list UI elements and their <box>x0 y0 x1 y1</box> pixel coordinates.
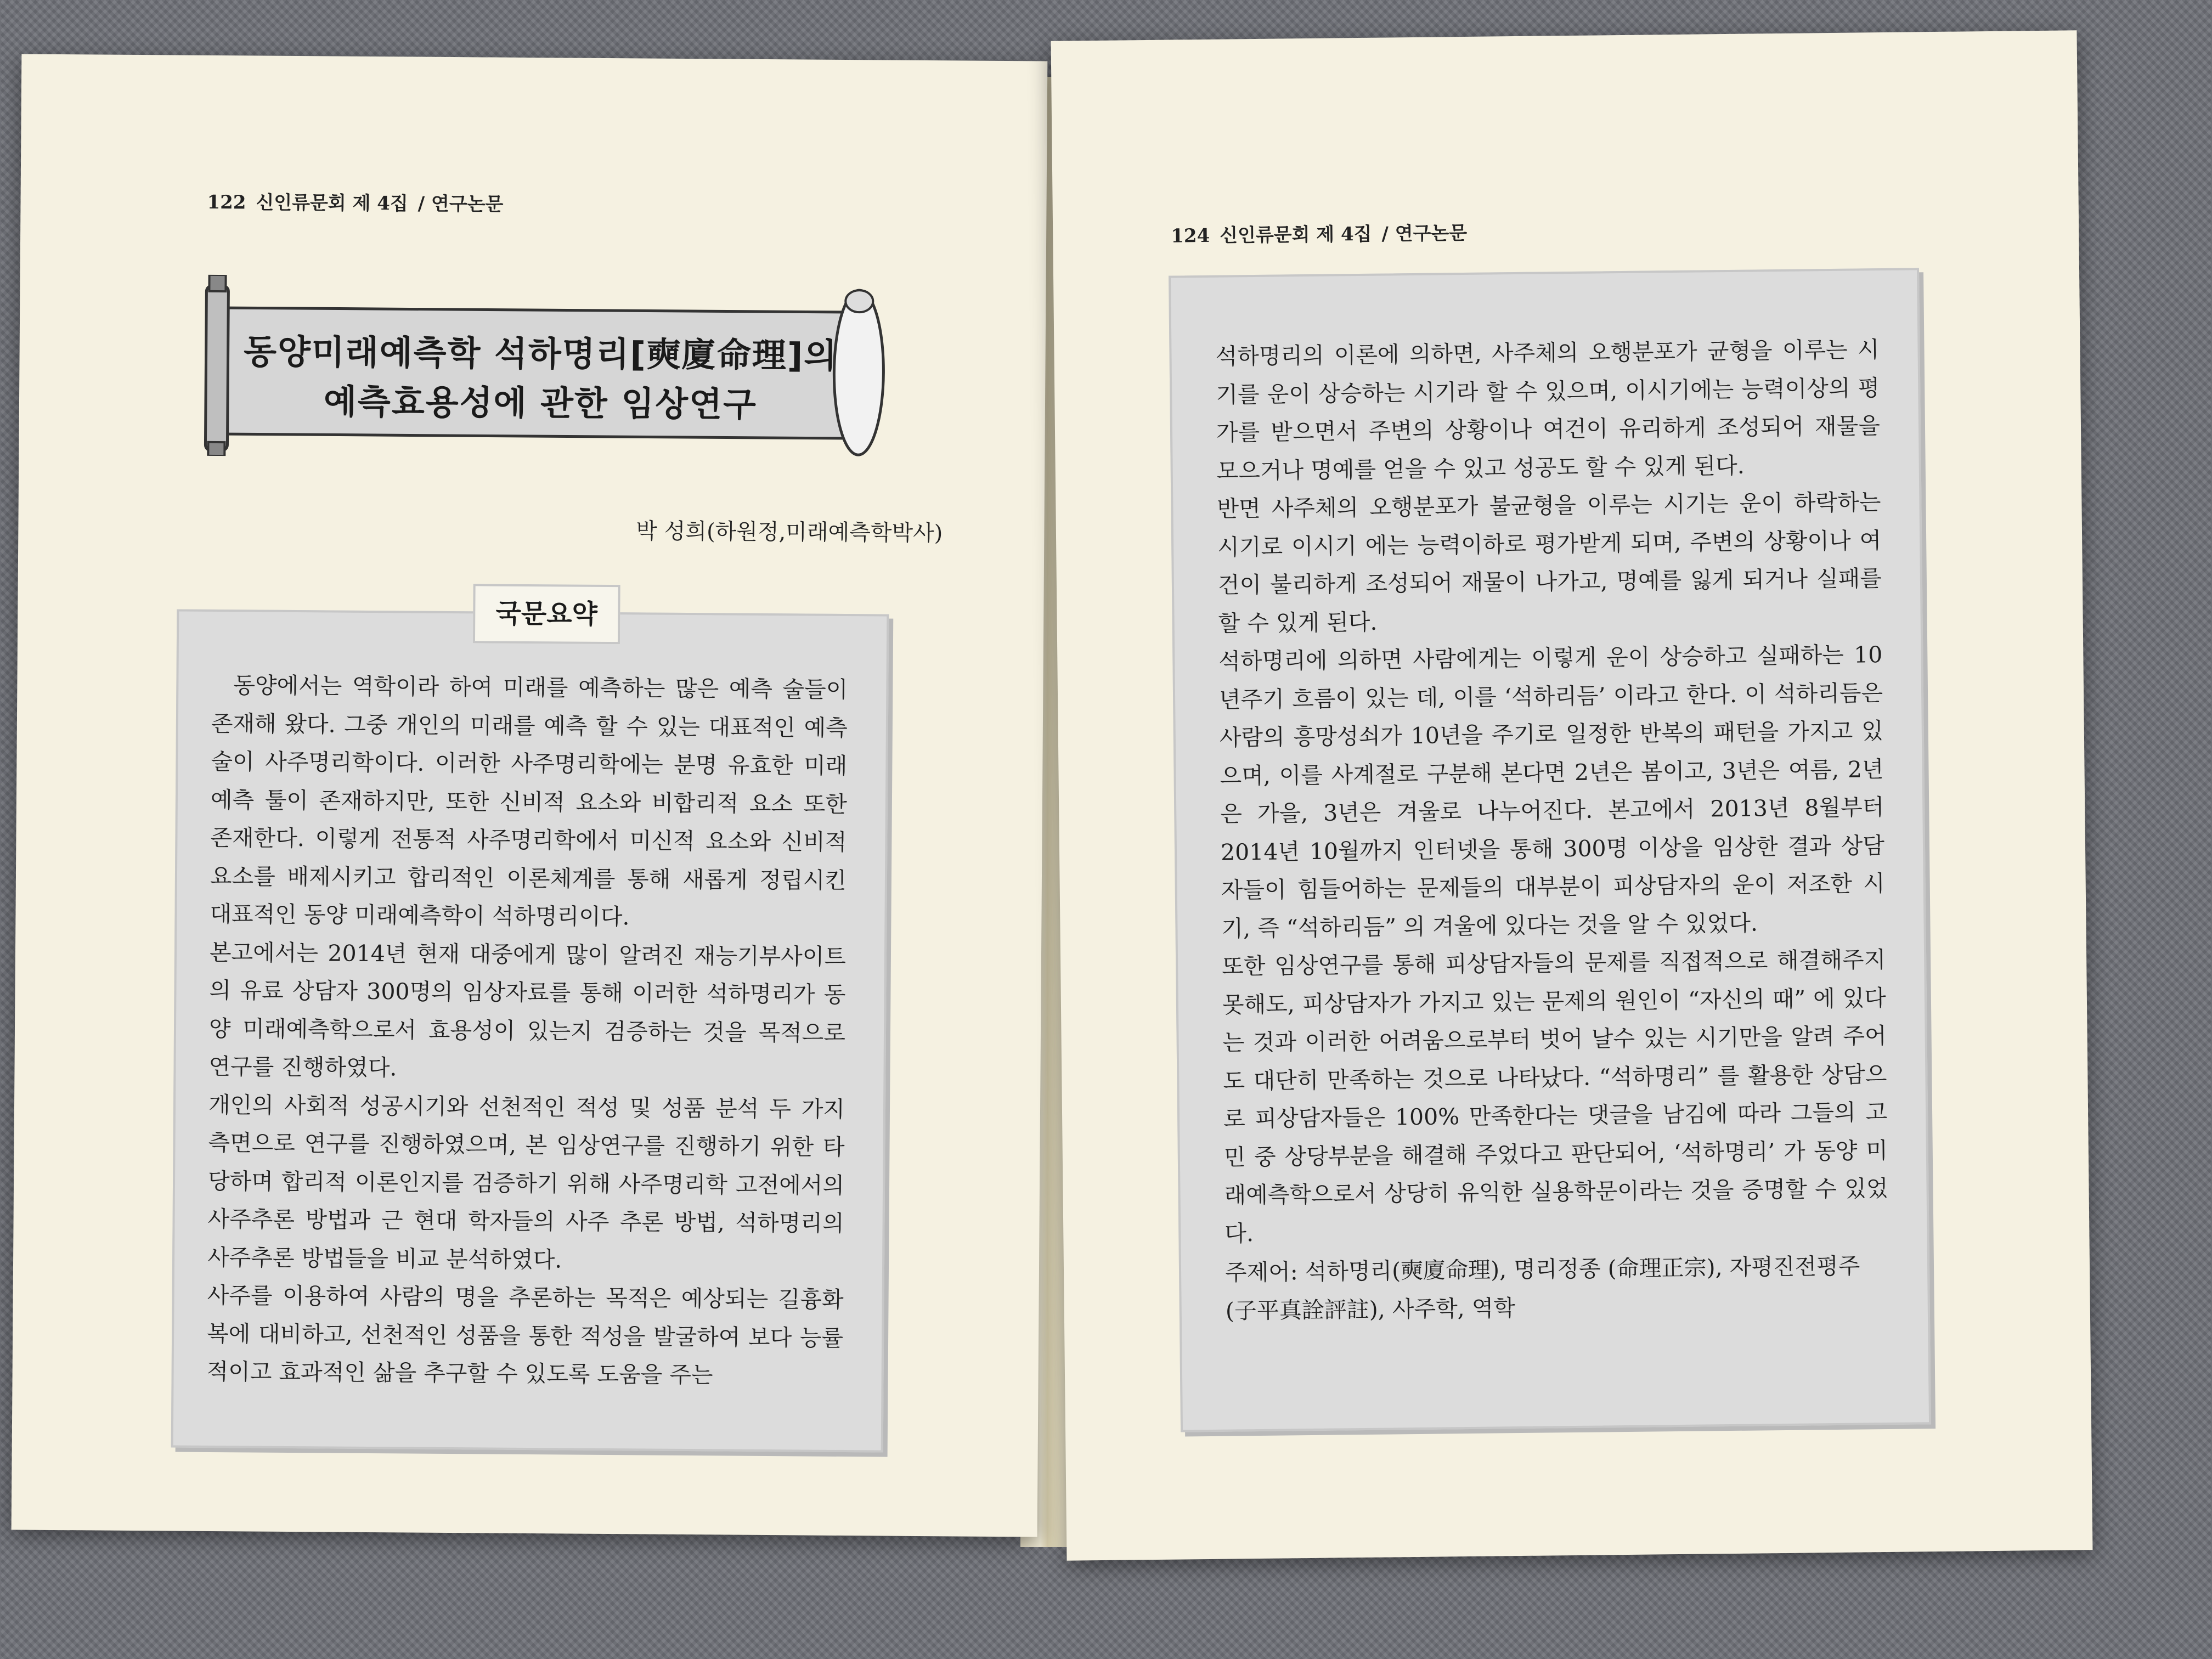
abstract-paragraph-5: 석하명리의 이론에 의하면, 사주체의 오행분포가 균형을 이루는 시기를 운이 상승하는 시기라 할 수 있으며, 이시기에는 능력이상의 평가를 받으면서 주변의 상황이나 여건이 유리하게 조성되어 재물을 모으거나 명예를 얻을 수 있고 성공도 할 수 있게 된다. <box>1215 336 1881 484</box>
title-line-2: 예측효용성에 관한 임상연구 <box>323 381 758 425</box>
abstract-paragraph-6: 반면 사주체의 오행분포가 불균형을 이루는 시기는 운이 하락하는 시기로 이시기 에는 능력이하로 평가받게 되며, 주변의 상황이나 여건이 불리하게 조성되어 재물이 나가고, 명예를 잃게 되거나 실패를 할 수 있게 된다. <box>1217 489 1882 637</box>
abstract-paragraph-8: 또한 임상연구를 통해 피상담자들의 문제를 직접적으로 해결해주지 못해도, 피상담자가 가지고 있는 문제의 원인이 “자신의 때” 에 있다는 것과 이러한 어려움으로부터 벗어 날수 있는 시기만을 알려 주어도 대단히 만족하는 것으로 나타났다. “석하명리” 를 활용한 상담으로 피상담자들은 100% 만족한다는 댓글을 남김에 따라 그들의 고민 중 상당부분을 해결해 주었다고 판단되어, ‘석하명리’ 가 동양 미래예측학으로서 상당히 유익한 실용학문이라는 것을 증명할 수 있었다. <box>1221 946 1888 1247</box>
abstract-text <box>206 667 848 1396</box>
abstract-paragraph-4: 사주를 이용하여 사람의 명을 추론하는 목적은 예상되는 길흉화복에 대비하고, 선천적인 성품을 통한 적성을 발굴하여 보다 능률적이고 효과적인 삶을 추구할 수 있도록 도움을 주는 <box>206 1282 844 1389</box>
journal-name: 신인류문회 제 4집 <box>256 191 408 215</box>
journal-name: 신인류문회 제 4집 <box>1220 223 1372 247</box>
section-name: / 연구논문 <box>417 193 504 216</box>
abstract-paragraph-3: 개인의 사회적 성공시기와 선천적인 적성 및 성품 분석 두 가지 측면으로 연구를 진행하였으며, 본 임상연구를 진행하기 위한 타당하며 합리적 이론인지를 검증하기 위해 사주명리학 고전에서의 사주추론 방법과 근 현대 학자들의 사주 추론 방법, 석하명리의 사주추론 방법들을 비교 분석하였다. <box>207 1091 845 1273</box>
abstract-paragraph-2: 본고에서는 2014년 현재 대중에게 많이 알려진 재능기부사이트의 유료 상담자 300명의 임상자료를 통해 이러한 석하명리가 동양 미래예측학으로서 효용성이 있는지 검증하는 것을 목적으로 연구를 진행하였다. <box>208 939 847 1081</box>
section-name: / 연구논문 <box>1381 222 1468 245</box>
abstract-text-continued <box>1215 331 1888 1253</box>
page-number: 122 <box>207 191 246 214</box>
page-number: 124 <box>1171 224 1210 247</box>
abstract-box <box>171 610 889 1453</box>
right-running-header <box>1171 218 1477 248</box>
title-line-1: 동양미래예측학 석하명리[奭廈命理]의 <box>243 331 838 376</box>
right-page <box>1051 30 2093 1560</box>
left-page <box>12 54 1048 1537</box>
left-running-header <box>207 187 513 216</box>
keywords: 주제어: 석하명리(奭廈命理), 명리정종 (命理正宗), 자평진전평주(子平真詮評註), 사주학, 역학 <box>1224 1252 1860 1324</box>
abstract-paragraph-7: 석하명리에 의하면 사람에게는 이렇게 운이 상승하고 실패하는 10년주기 흐름이 있는 데, 이를 ‘석하리듬’ 이라고 한다. 이 석하리듬은 사람의 흥망성쇠가 10년을 주기로 일정한 반복의 패턴을 가지고 있으며, 이를 사계절로 구분해 본다면 2년은 봄이고, 3년은 여름, 2년은 가을, 3년은 겨울로 나누어진다. 본고에서 2013년 8월부터 2014년 10월까지 인터넷을 통해 300명 이상을 임상한 결과 상담자들이 힘들어하는 문제들의 대부분이 피상담자의 운이 저조한 시기, 즉 “석하리듬” 의 겨울에 있다는 것을 알 수 있었다. <box>1218 641 1885 942</box>
paper-title <box>228 327 854 430</box>
abstract-box-continued <box>1169 268 1931 1432</box>
abstract-label: 국문요약 <box>473 584 620 644</box>
abstract-paragraph-1: 동양에서는 역학이라 하여 미래를 예측하는 많은 예측 술들이 존재해 왔다. 그중 개인의 미래를 예측 할 수 있는 대표적인 예측 술이 사주명리학이다. 이러한 사주명리학에는 분명 유효한 미래 예측 툴이 존재하지만, 또한 신비적 요소와 비합리적 요소 또한 존재한다. 이렇게 전통적 사주명리학에서 미신적 요소와 신비적 요소를 배제시키고 합리적인 이론체계를 통해 새롭게 정립시킨 대표적인 동양 미래예측학이 석하명리이다. <box>210 672 848 930</box>
title-scroll-banner <box>194 275 898 461</box>
author-line: 박 성희(하원정,미래예측학박사) <box>636 518 943 546</box>
